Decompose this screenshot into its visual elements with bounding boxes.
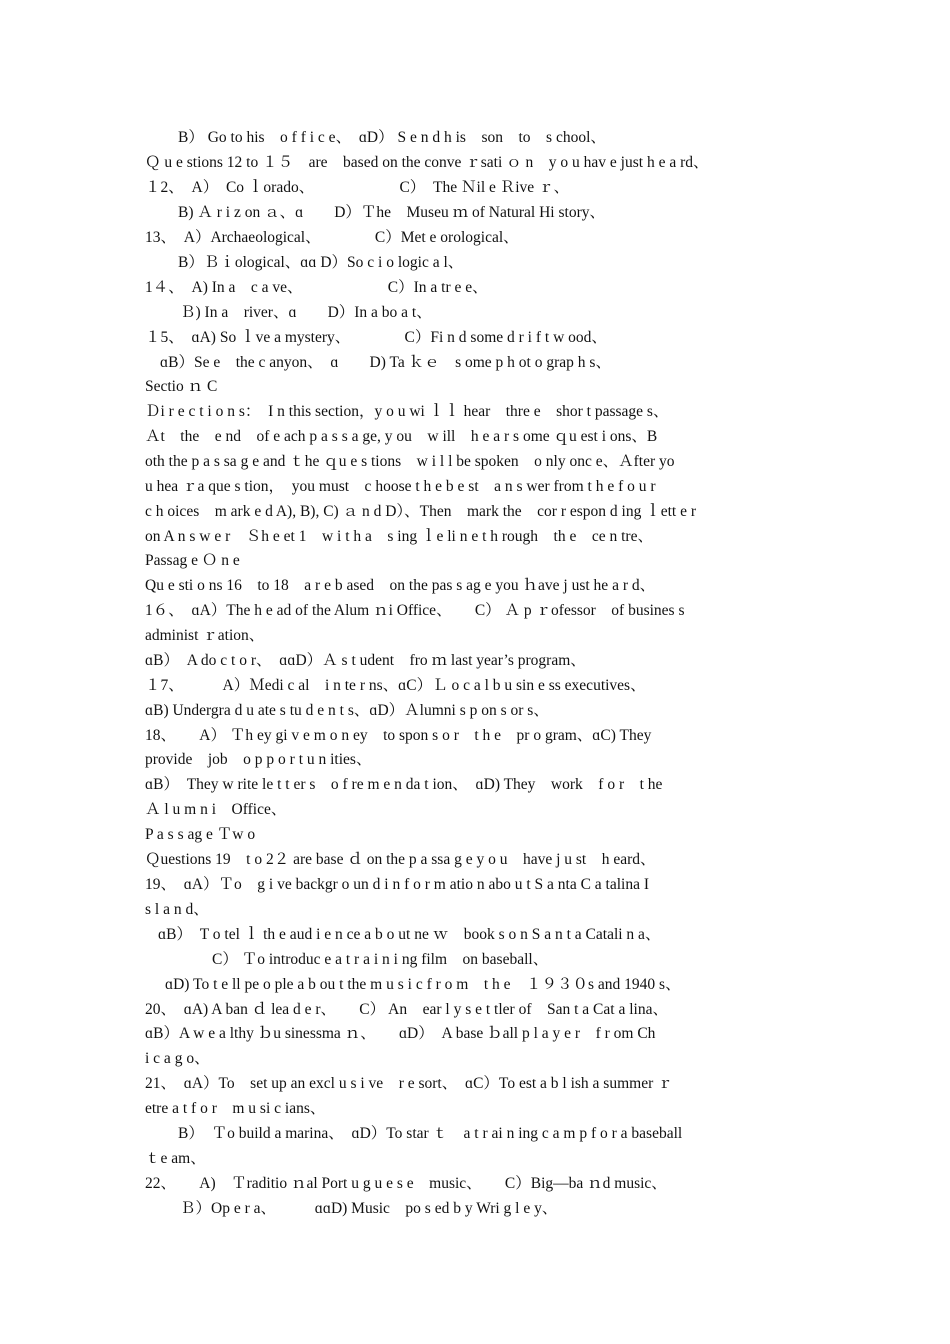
text-line: ｔe am、 — [145, 1150, 206, 1167]
text-line: 19、 ɑA）Ｔo g i ve backgr o un d i n f o r m atio n abo u t S a nta C a talina I — [145, 876, 650, 893]
passage-heading: P a s s ag e Ｔw o — [145, 826, 256, 843]
text-line: B）Ｂｉological、ɑɑ D）So c i o logic a l、 — [178, 254, 464, 271]
text-line: 22、 A) Ｔraditio ｎal Port u g u e s e music、 C）Big—ba ｎd music、 — [145, 1175, 667, 1192]
section-heading: Sectio ｎ C — [145, 378, 218, 395]
text-line: B) Ａ r i z on ａ、ɑ D）Ｔhe Museu ｍ of Natural Hi story、 — [178, 204, 605, 221]
text-line: s l a n d、 — [145, 901, 209, 918]
text-line: ɑB） A do c t o r、 ɑɑD）Ａ s t udent fro ｍ last year’s program、 — [145, 652, 586, 669]
text-line: １5、 ɑA) So ｌve a mystery、 C）Fi n d some d r i f t w ood、 — [145, 329, 607, 346]
directions-line: Ｄi r e c t i o n s： I n this section，y o u wi ｌｌ hear thre e shor t passage s、 — [145, 403, 669, 420]
text-line: 21、 ɑA）To set up an excl u s i ve r e sort、 ɑC）To est a b l ish a summer ｒ — [145, 1075, 673, 1092]
text-line: １2、 A） Co ｌorado、 C） The Ｎil e Ｒive ｒ、 — [145, 179, 570, 196]
passage-heading: Passag e Ｏ n e — [145, 552, 240, 569]
directions-line: Ａt the e nd of e ach p a s s a ge, y ou w ill h e a r s ome ｑu est i ons、B — [145, 428, 658, 445]
text-line: Ｂ) In a river、ɑ D）In a bo a t、 — [180, 304, 432, 321]
text-line: C） Ｔo introduc e a t r a i n i ng film on baseball、 — [212, 951, 549, 968]
directions-line: c h oices m ark e d A), B), C) ａ n d D）、Then mark the cor r espon d ing ｌett e r — [145, 503, 696, 520]
text-line: B） Go to his o f f i c e、 ɑD） S e n d h is son to s chool、 — [178, 129, 606, 146]
text-line: 18、 A） Ｔh ey gi v e m o n ey to spon s o r t h e pr o gram、ɑC) They — [145, 727, 652, 744]
text-line: ɑB) Undergra d u ate s tu d e n t s、ɑD）Ａlumni s p on s or s、 — [145, 702, 549, 719]
text-line: ɑD) To t e ll pe o ple a b ou t the m u s i c f r o m t h e １９３０s and 1940 s、 — [165, 976, 681, 993]
text-line: Ｂ）Op e r a、 ɑɑD) Music po s ed b y Wri g l e y、 — [180, 1200, 558, 1217]
text-line: provide job o p p o r t u n ities、 — [145, 751, 372, 768]
text-line: B） Ｔo build a marina、 ɑD）To star ｔ a t r ai n ing c a m p f o r a baseball — [178, 1125, 683, 1142]
text-line: i c a g o、 — [145, 1050, 210, 1067]
directions-line: u hea ｒa que s tion， you must c hoose t h e b e st a n s wer from t h e f o u r — [145, 478, 656, 495]
directions-line: oth the p a s sa g e and ｔhe ｑu e s tions w i l l be spoken o nly onc e、Ａfter yo — [145, 453, 675, 470]
text-line: Qu e sti o ns 16 to 18 a r e b ased on the pas s ag e you ｈave j ust he a r d、 — [145, 577, 656, 594]
text-line: Ｑ u e stions 12 to １５ are based on the conve ｒsati ｏ n y o u hav e just h e a rd、 — [145, 154, 709, 171]
directions-line: on A n s w e r Ｓh e et 1 w i t h a s ing ｌe li n e t h rough th e ce n tre、 — [145, 528, 653, 545]
text-line: ɑB） They w rite le t t er s o f re m e n da t ion、 ɑD) They work f o r t he — [145, 776, 663, 793]
text-line: administ ｒation、 — [145, 627, 265, 644]
text-line: ɑB）Se e the c anyon、 ɑ D) Ta ｋｅ s ome p h ot o grap h s、 — [160, 354, 611, 371]
text-line: 1６、 ɑA）The h e ad of the Alum ｎi Office、 C） Ａ p ｒofessor of busines s — [145, 602, 685, 619]
text-line: １7、 A）Ｍedi c al i n te r ns、ɑC）Ｌ o c a l b u sin e ss executives、 — [145, 677, 646, 694]
text-line: ɑB） T o tel ｌ th e aud i e n ce a b o ut ne ｗ book s o n S a n t a Catali n a、 — [158, 926, 661, 943]
text-line: 1４、 A) In a c a ve、 C）In a tr e e、 — [145, 279, 488, 296]
text-line: etre a t f o r m u si c ians、 — [145, 1100, 326, 1117]
text-line: ɑB）A w e a lthy ｂu sinessma ｎ、 ɑD） A base ｂall p l a y e r f r om Ch — [145, 1025, 656, 1042]
text-line: 13、 A）Archaeological、 C）Met e orological、 — [145, 229, 519, 246]
text-line: 20、 ɑA) A ban ｄ lea d e r、 C） An ear l y s e t tler of San t a Cat a lina、 — [145, 1001, 668, 1018]
text-line: Ｑuestions 19 t o 2２ are base ｄ on the p a ssa g e y o u have j u st h eard、 — [145, 851, 656, 868]
text-line: Ａ l u m n i Office、 — [145, 801, 287, 818]
